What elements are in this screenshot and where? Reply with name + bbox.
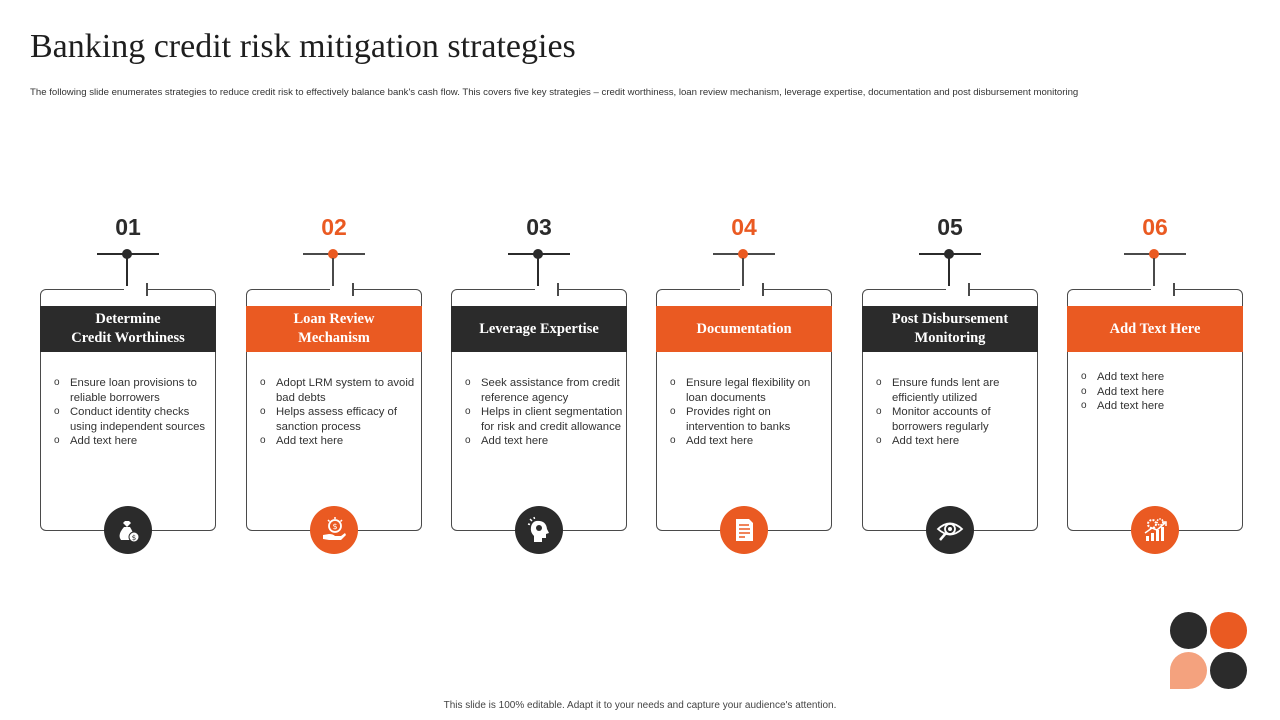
card-heading: Add Text Here <box>1067 306 1243 352</box>
bullet-item: o Conduct identity checks using independent sources <box>54 405 214 434</box>
frame-tick <box>762 283 764 296</box>
bullet-item: o Monitor accounts of borrowers regularly <box>876 405 1036 434</box>
bullet-list <box>1081 370 1241 414</box>
step-number: 06 <box>1142 214 1168 240</box>
bullet-item: o Adopt LRM system to avoid bad debts <box>260 376 420 405</box>
hand-coin-icon <box>310 506 358 554</box>
strategy-card-2 <box>246 0 422 720</box>
brand-logo <box>1170 612 1248 690</box>
bullet-item: o Helps assess efficacy of sanction process <box>260 405 420 434</box>
bullet-list <box>54 376 214 449</box>
eye-magnifier-icon <box>926 506 974 554</box>
frame-tick <box>557 283 559 296</box>
bullet-list <box>260 376 420 449</box>
card-heading: Leverage Expertise <box>451 306 627 352</box>
frame-tick <box>352 283 354 296</box>
bullet-list <box>670 376 830 449</box>
step-number: 02 <box>321 214 347 240</box>
frame-tick <box>146 283 148 296</box>
bullet-item: o Add text here <box>54 434 214 449</box>
step-number: 03 <box>526 214 552 240</box>
document-icon <box>720 506 768 554</box>
money-bag-icon <box>104 506 152 554</box>
slide-footer-note: This slide is 100% editable. Adapt it to your needs and capture your audience's attention. <box>443 700 837 711</box>
bullet-item: o Provides right on intervention to banks <box>670 405 830 434</box>
bullet-item: o Ensure loan provisions to reliable borrowers <box>54 376 214 405</box>
bullet-item: o Helps in client segmentation for risk and credit allowance <box>465 405 625 434</box>
strategy-card-3 <box>451 0 627 720</box>
step-number: 01 <box>115 214 141 240</box>
bullet-item: o Add text here <box>1081 385 1241 400</box>
growth-chart-gear-icon <box>1131 506 1179 554</box>
svg-text:$: $ <box>131 534 137 542</box>
strategy-card-5 <box>862 0 1038 720</box>
card-heading: Post Disbursement Monitoring <box>862 306 1038 352</box>
strategy-card-4 <box>656 0 832 720</box>
step-number: 04 <box>731 214 757 240</box>
bullet-item: o Ensure funds lent are efficiently utilized <box>876 376 1036 405</box>
frame-tick <box>968 283 970 296</box>
bullet-item: o Add text here <box>876 434 1036 449</box>
bullet-item: o Add text here <box>465 434 625 449</box>
bullet-item: o Add text here <box>1081 370 1241 385</box>
slide-subtitle: The following slide enumerates strategies to reduce credit risk to effectively balance bank's cash flow. This covers five key strategies – credit worthiness, loan review mechanism, leverage expertise, documentation and post disbursement monitoring <box>30 87 1079 98</box>
frame-tick <box>1173 283 1175 296</box>
bullet-item: o Add text here <box>670 434 830 449</box>
bullet-item: o Seek assistance from credit reference agency <box>465 376 625 405</box>
bullet-item: o Ensure legal flexibility on loan documents <box>670 376 830 405</box>
card-heading: Loan Review Mechanism <box>246 306 422 352</box>
slide-title: Banking credit risk mitigation strategies <box>30 28 576 65</box>
step-number: 05 <box>937 214 963 240</box>
bullet-item: o Add text here <box>1081 399 1241 414</box>
strategy-card-1 <box>40 0 216 720</box>
bullet-list <box>876 376 1036 449</box>
card-heading: Determine Credit Worthiness <box>40 306 216 352</box>
card-heading: Documentation <box>656 306 832 352</box>
bullet-item: o Add text here <box>260 434 420 449</box>
bullet-list <box>465 376 625 449</box>
svg-text:$: $ <box>332 522 338 531</box>
head-idea-icon <box>515 506 563 554</box>
